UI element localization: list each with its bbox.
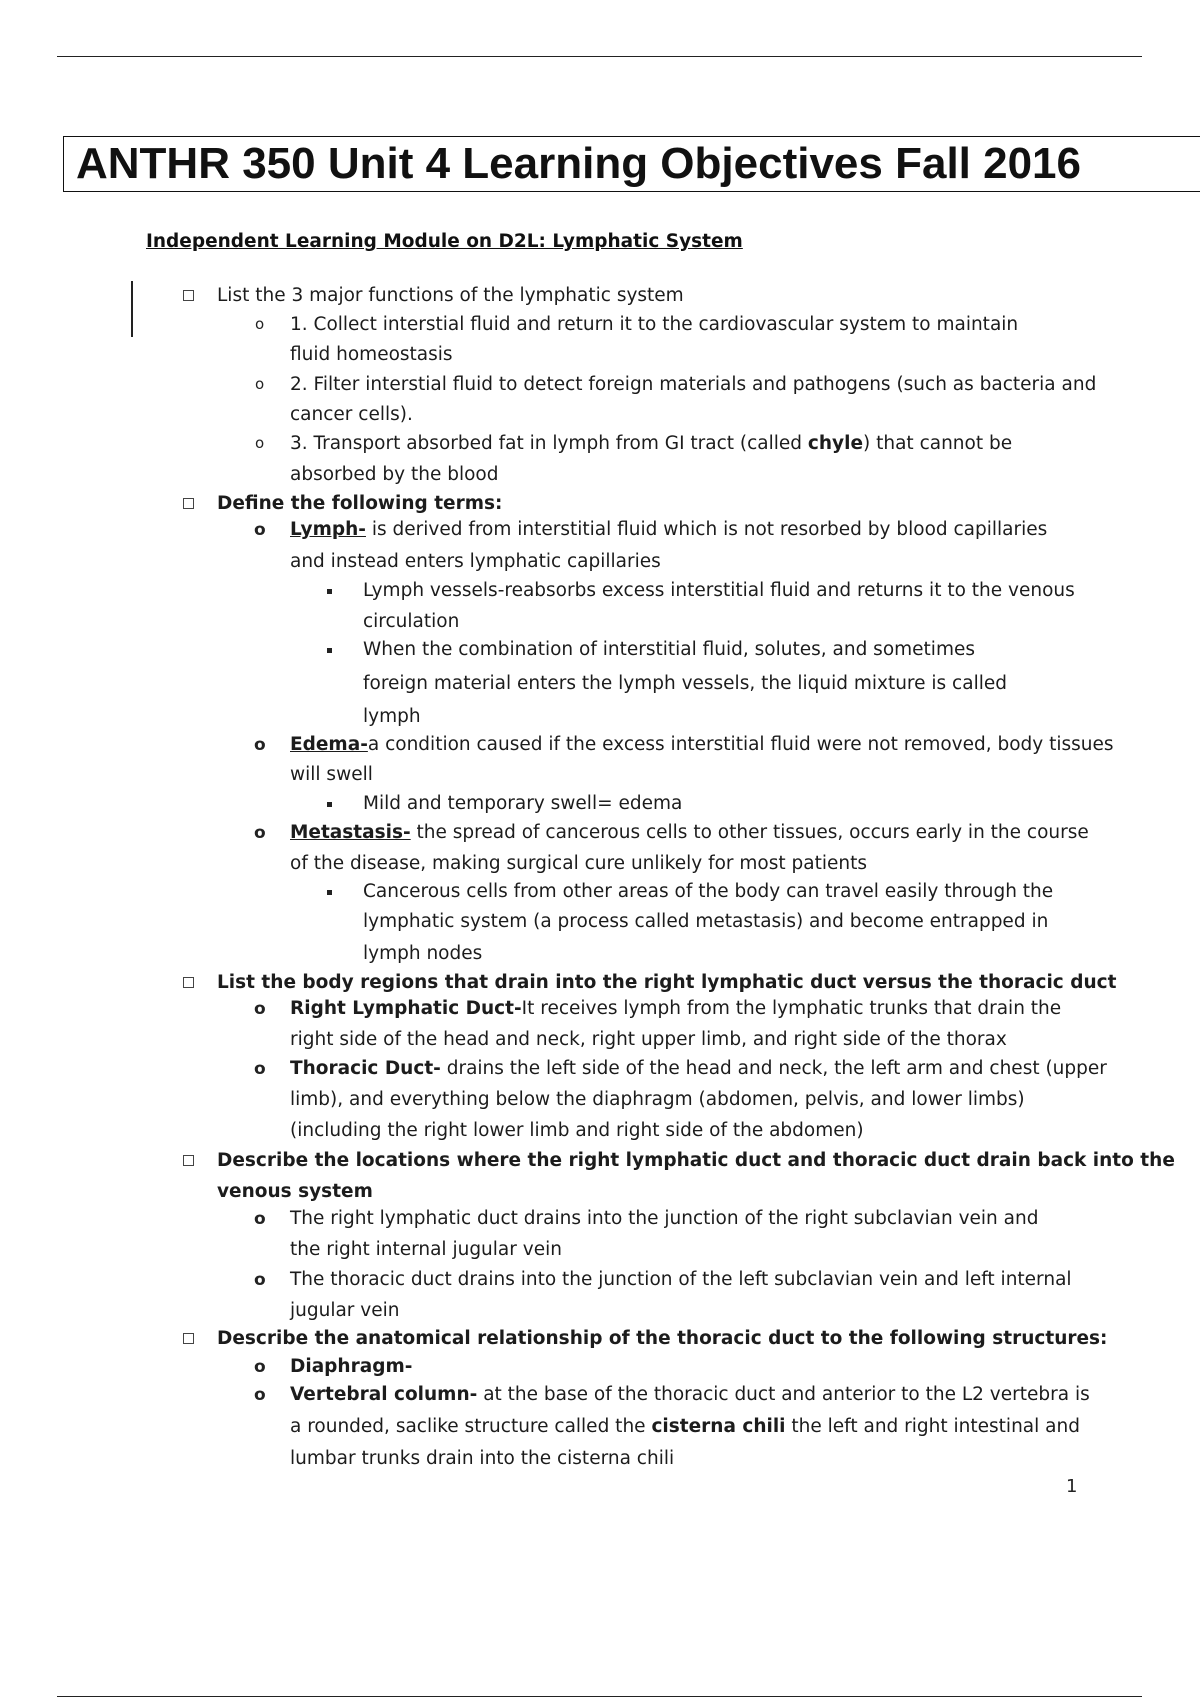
bold-circle-bullet-icon: o (254, 1059, 266, 1079)
footer-rule (57, 1696, 1142, 1697)
sub-item-line: lymph nodes (363, 943, 483, 964)
sub-item-line: foreign material enters the lymph vessels, the liquid mixture is called (363, 673, 1007, 694)
sub-item-line: Mild and temporary swell= edema (363, 793, 683, 814)
section-heading: Independent Learning Module on D2L: Lymphatic System (146, 231, 743, 252)
sub-item-line: lymph (363, 706, 421, 727)
list-item-line: The thoracic duct drains into the junction of the left subclavian vein and left internal (290, 1269, 1072, 1290)
bold-circle-bullet-icon: o (254, 520, 266, 540)
header-rule (57, 56, 1142, 57)
hollow-circle-bullet-icon: o (255, 315, 265, 333)
key-term-chyle: chyle (807, 433, 864, 454)
checkbox-bullet-icon (183, 290, 194, 301)
checkbox-bullet-icon (183, 977, 194, 988)
term-lymph: Lymph- (290, 519, 366, 540)
bold-circle-bullet-icon: o (254, 999, 266, 1019)
term-right-lymphatic-duct: Right Lymphatic Duct- (290, 998, 522, 1019)
document-title: ANTHR 350 Unit 4 Learning Objectives Fall 2016 (76, 139, 1081, 188)
list-item-line: 2. Filter interstial fluid to detect foreign materials and pathogens (such as bacteria and (290, 374, 1097, 395)
term-definition: at the base of the thoracic duct and anterior to the L2 vertebra is (477, 1384, 1090, 1405)
term-definition: the left and right intestinal and (785, 1416, 1080, 1437)
bold-circle-bullet-icon: o (254, 1270, 266, 1290)
term-line (290, 518, 1047, 542)
sub-item-line: Lymph vessels-reabsorbs excess interstitial fluid and returns it to the venous (363, 580, 1075, 601)
page-number: 1 (1066, 1476, 1078, 1497)
objective-prompt: Define the following terms: (217, 493, 503, 514)
sub-item-line: Cancerous cells from other areas of the body can travel easily through the (363, 881, 1054, 902)
term-line (290, 733, 1114, 757)
term-line: and instead enters lymphatic capillaries (290, 551, 661, 572)
objective-prompt: venous system (217, 1181, 373, 1202)
term-line: lumbar trunks drain into the cisterna chili (290, 1448, 675, 1469)
square-bullet-icon (327, 890, 332, 895)
list-item-line: the right internal jugular vein (290, 1239, 562, 1260)
sub-item-line: circulation (363, 611, 460, 632)
objective-prompt: List the 3 major functions of the lymphatic system (217, 285, 684, 306)
objective-prompt: Describe the anatomical relationship of the thoracic duct to the following structures: (217, 1328, 1108, 1349)
term-definition: drains the left side of the head and neck, the left arm and chest (upper (440, 1058, 1107, 1079)
bold-circle-bullet-icon: o (254, 1357, 266, 1377)
objective-prompt: Describe the locations where the right lymphatic duct and thoracic duct drain back into the (217, 1150, 1175, 1171)
list-item-text: 3. Transport absorbed fat in lymph from GI tract (called (290, 433, 808, 454)
bold-circle-bullet-icon: o (254, 1209, 266, 1229)
term-line (290, 1415, 1080, 1439)
key-term-cisterna-chili: cisterna chili (651, 1416, 786, 1437)
square-bullet-icon (327, 648, 332, 653)
title-frame (63, 136, 1200, 192)
hollow-circle-bullet-icon: o (255, 434, 265, 452)
term-definition: is derived from interstitial fluid which is not resorbed by blood capillaries (365, 519, 1048, 540)
term-line: (including the right lower limb and right side of the abdomen) (290, 1120, 864, 1141)
term-line: of the disease, making surgical cure unlikely for most patients (290, 853, 867, 874)
term-edema: Edema- (290, 734, 368, 755)
square-bullet-icon (327, 589, 332, 594)
bold-circle-bullet-icon: o (254, 823, 266, 843)
term-definition: It receives lymph from the lymphatic trunks that drain the (521, 998, 1062, 1019)
term-line (290, 1383, 1090, 1407)
term-line: will swell (290, 764, 373, 785)
term-definition: a rounded, saclike structure called the (290, 1416, 652, 1437)
objective-prompt: List the body regions that drain into the right lymphatic duct versus the thoracic duct (217, 972, 1117, 993)
list-item-line: cancer cells). (290, 404, 413, 425)
revision-change-bar (131, 281, 133, 337)
bold-circle-bullet-icon: o (254, 1385, 266, 1405)
term-line: right side of the head and neck, right upper limb, and right side of the thorax (290, 1029, 1007, 1050)
list-item-text: ) that cannot be (863, 433, 1013, 454)
list-item-line (290, 432, 1012, 456)
term-line: limb), and everything below the diaphragm (abdomen, pelvis, and lower limbs) (290, 1089, 1025, 1110)
sub-item-line: When the combination of interstitial fluid, solutes, and sometimes (363, 639, 975, 660)
bold-circle-bullet-icon: o (254, 735, 266, 755)
term-thoracic-duct: Thoracic Duct- (290, 1058, 441, 1079)
hollow-circle-bullet-icon: o (255, 375, 265, 393)
term-definition: the spread of cancerous cells to other tissues, occurs early in the course (410, 822, 1089, 843)
term-vertebral-column: Vertebral column- (290, 1384, 478, 1405)
list-item-line: 1. Collect interstial fluid and return it to the cardiovascular system to maintain (290, 314, 1019, 335)
term-diaphragm: Diaphragm- (290, 1356, 413, 1377)
checkbox-bullet-icon (183, 1155, 194, 1166)
term-line (290, 1057, 1107, 1081)
checkbox-bullet-icon (183, 1333, 194, 1344)
sub-item-line: lymphatic system (a process called metastasis) and become entrapped in (363, 911, 1049, 932)
term-definition: a condition caused if the excess interstitial fluid were not removed, body tissues (367, 734, 1114, 755)
list-item-line: The right lymphatic duct drains into the junction of the right subclavian vein and (290, 1208, 1039, 1229)
list-item-line: jugular vein (290, 1300, 400, 1321)
term-line (290, 997, 1061, 1021)
term-metastasis: Metastasis- (290, 822, 411, 843)
list-item-line: fluid homeostasis (290, 344, 453, 365)
list-item-line: absorbed by the blood (290, 464, 499, 485)
square-bullet-icon (327, 802, 332, 807)
term-line (290, 821, 1089, 845)
checkbox-bullet-icon (183, 498, 194, 509)
